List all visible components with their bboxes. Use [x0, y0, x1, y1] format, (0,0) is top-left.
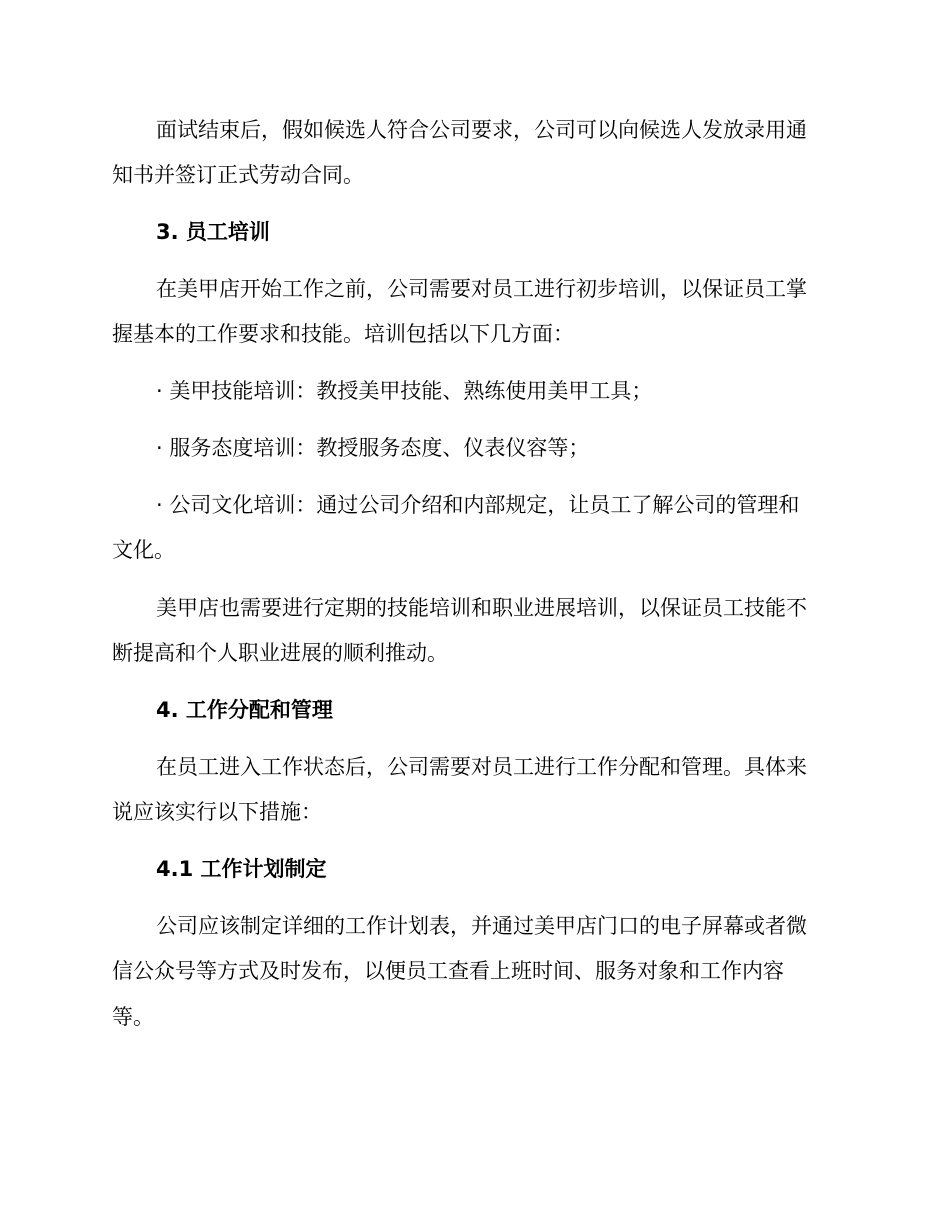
paragraph-line: 信公众号等方式及时发布，以便员工查看上班时间、服务对象和工作内容 — [112, 959, 784, 983]
paragraph-line: 在员工进入工作状态后，公司需要对员工进行工作分配和管理。具体来 — [156, 755, 807, 779]
paragraph-line: 面试结束后，假如候选人符合公司要求，公司可以向候选人发放录用通 — [156, 118, 807, 142]
bullet-item: · 美甲技能培训：教授美甲技能、熟练使用美甲工具； — [156, 379, 653, 403]
paragraph-line: 在美甲店开始工作之前，公司需要对员工进行初步培训，以保证员工掌 — [156, 277, 807, 301]
paragraph-line: 公司应该制定详细的工作计划表，并通过美甲店门口的电子屏幕或者微 — [156, 914, 807, 938]
section-heading-3: 3. 员工培训 — [156, 220, 270, 244]
paragraph-line: 美甲店也需要进行定期的技能培训和职业进展培训，以保证员工技能不 — [156, 596, 807, 620]
bullet-item: · 服务态度培训：教授服务态度、仪表仪容等； — [156, 436, 590, 460]
paragraph-line: 等。 — [112, 1005, 154, 1029]
section-heading-4: 4. 工作分配和管理 — [156, 698, 333, 722]
paragraph-line: 断提高和个人职业进展的顺利推动。 — [112, 641, 448, 665]
paragraph-line: 说应该实行以下措施： — [112, 800, 322, 824]
bullet-continuation: 文化。 — [112, 538, 175, 562]
paragraph-line: 知书并签订正式劳动合同。 — [112, 163, 364, 187]
bullet-item: · 公司文化培训：通过公司介绍和内部规定，让员工了解公司的管理和 — [156, 493, 800, 517]
paragraph-line: 握基本的工作要求和技能。培训包括以下几方面： — [112, 322, 574, 346]
subsection-heading-4-1: 4.1 工作计划制定 — [156, 857, 327, 881]
